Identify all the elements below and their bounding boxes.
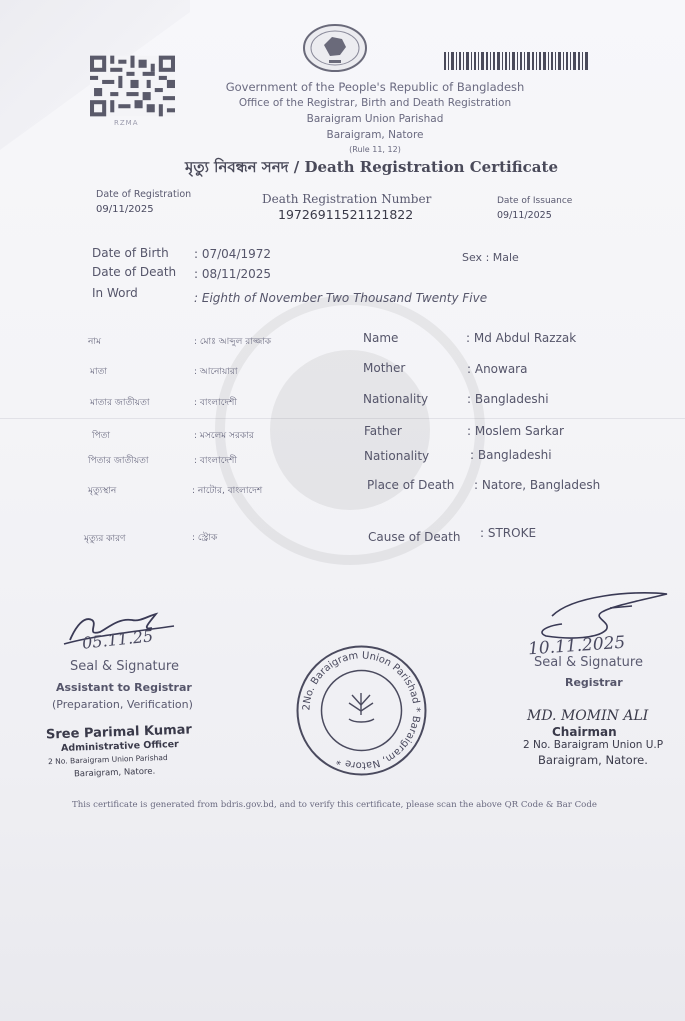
father-nationality-bn-label: পিতার জাতীয়তা [88, 456, 149, 466]
mother-label: Mother [363, 361, 406, 375]
registrar-designation: Chairman [552, 725, 617, 739]
office-location: Baraigram, Natore [326, 129, 424, 141]
assistant-seal-label: Seal & Signature [70, 659, 179, 674]
mother-nationality-bn-label: মাতার জাতীয়তা [90, 398, 150, 408]
place-of-death-bn-value: : নাটোর, বাংলাদেশ [192, 486, 263, 496]
place-of-death-value: : Natore, Bangladesh [474, 478, 601, 492]
father-bn-value: : মসলেম সরকার [194, 431, 254, 441]
registrar-role: Registrar [565, 676, 623, 689]
sex-value: Sex : Male [462, 251, 519, 264]
government-emblem-icon [302, 23, 368, 73]
inword-value: : Eighth of November Two Thousand Twenty Five [194, 291, 488, 305]
name-value: : Md Abdul Razzak [466, 331, 577, 345]
qr-code-icon [90, 55, 175, 117]
father-nationality-label: Nationality [364, 449, 430, 463]
assistant-role: Assistant to Registrar [56, 681, 192, 694]
dob-value: : 07/04/1972 [194, 247, 272, 261]
registrar-name: MD. MOMIN ALI [527, 708, 649, 724]
name-bn-label: নাম [88, 337, 101, 347]
mother-bn-label: মাতা [90, 367, 107, 377]
barcode-icon [444, 52, 590, 70]
registrar-sign-date: 10.11.2025 [527, 632, 626, 660]
mother-nationality-label: Nationality [363, 392, 429, 406]
dob-label: Date of Birth [92, 246, 169, 260]
government-name: Government of the People's Republic of Bangladesh [225, 80, 525, 94]
cause-of-death-value: : STROKE [480, 526, 537, 540]
registrar-location: Baraigram, Natore. [538, 753, 648, 767]
cause-of-death-label: Cause of Death [368, 530, 461, 544]
qr-caption: RZMA [114, 119, 139, 127]
father-value: : Moslem Sarkar [467, 424, 564, 438]
name-bn-value: : মোঃ আব্দুল রাজ্জাক [194, 337, 272, 347]
assistant-location: Baraigram, Natore. [73, 766, 156, 780]
registration-date-value: 09/11/2025 [96, 204, 154, 215]
name-label: Name [363, 331, 399, 345]
dod-label: Date of Death [92, 265, 177, 279]
assistant-role-note: (Preparation, Verification) [52, 698, 193, 711]
union-parishad-seal-icon [294, 643, 429, 778]
verification-footer: This certificate is generated from bdris.gov.bd, and to verify this certificate, please scan the above QR Code & Bar Code [72, 800, 597, 810]
registrar-office: 2 No. Baraigram Union U.P [523, 739, 664, 751]
mother-value: : Anowara [467, 362, 528, 376]
assistant-name: Sree Parimal Kumar [45, 722, 193, 743]
place-of-death-label: Place of Death [367, 478, 455, 492]
seal-ring-text: 2No. Baraigram Union Parishad * Baraigram, Natore * [301, 650, 422, 771]
issuance-date-value: 09/11/2025 [497, 210, 552, 221]
father-bn-label: পিতা [92, 431, 111, 441]
registrar-office: Office of the Registrar, Birth and Death Registration [238, 97, 512, 109]
assistant-designation: Administrative Officer [60, 738, 179, 755]
registrar-seal-label: Seal & Signature [534, 655, 643, 670]
father-nationality-bn-value: : বাংলাদেশী [194, 456, 237, 466]
registration-number-label: Death Registration Number [262, 192, 432, 206]
assistant-office: 2 No. Baraigram Union Parishad [47, 752, 168, 767]
dod-value: : 08/11/2025 [194, 267, 272, 281]
mother-nationality-value: : Bangladeshi [467, 392, 549, 406]
mother-bn-value: : আনোয়ারা [194, 367, 238, 377]
place-of-death-bn-label: মৃত্যুস্থান [88, 486, 117, 496]
issuance-date-label: Date of Issuance [497, 196, 573, 206]
inword-label: In Word [92, 286, 138, 300]
father-label: Father [364, 424, 402, 438]
registration-date-label: Date of Registration [96, 189, 192, 200]
registration-number-value: 19726911521121822 [278, 207, 414, 222]
cause-of-death-bn-value: : স্ট্রোক [192, 533, 218, 543]
rule-reference: (Rule 11, 12) [349, 145, 401, 154]
certificate-title: মৃত্যু নিবন্ধন সনদ / Death Registration Certificate [185, 158, 558, 176]
assistant-sign-date: 05.11.25 [81, 626, 155, 653]
union-parishad: Baraigram Union Parishad [306, 113, 444, 125]
cause-of-death-bn-label: মৃত্যুর কারণ [84, 534, 126, 544]
father-nationality-value: : Bangladeshi [470, 448, 552, 462]
mother-nationality-bn-value: : বাংলাদেশী [194, 398, 237, 408]
